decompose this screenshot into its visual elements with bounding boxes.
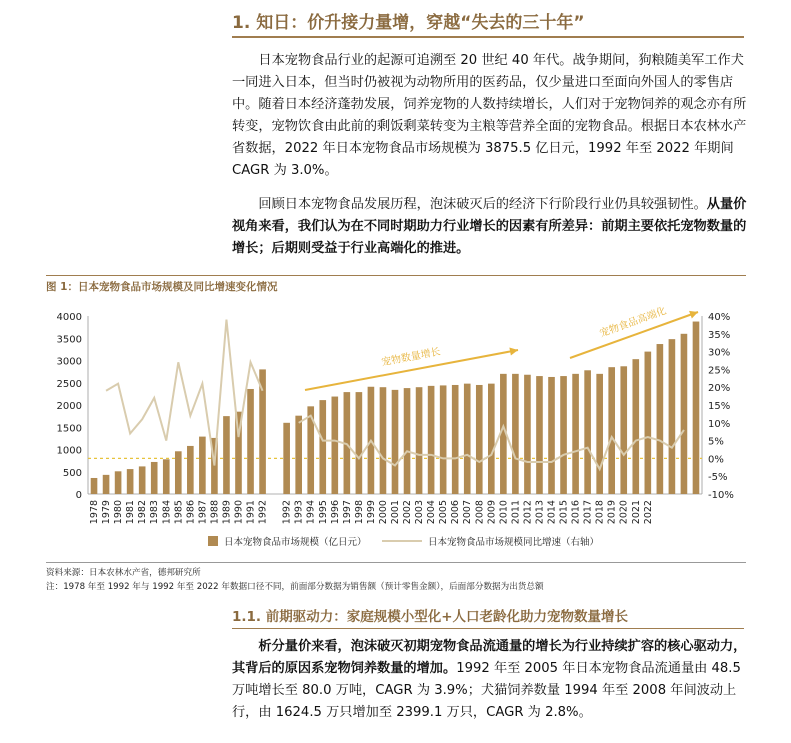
right-tick-label: -10%: [708, 490, 734, 501]
bar-market-size: [428, 386, 435, 494]
bar-market-size: [464, 384, 471, 494]
bar-market-size: [392, 390, 399, 494]
bar-market-size: [103, 475, 110, 494]
intro-paragraph: 日本宠物食品行业的起源可追溯至 20 世纪 40 年代。战争期间，狗粮随美军工作犬一同进入日本，但当时仍被视为动物所用的医药品，仅少量进口至面向外国人的零售店中。随着日本经济蓬勃发展，饲养宠物的人数持续增长，人们对于宠物饲养的观念亦有所转变，宠物饮食由此前的剩饭剩菜转变为主粮等营养全面的宠物食品。根据日本农林水产省数据，2022 年日本宠物食品市场规模为 3875.5 亿日元，1992 年至 2022 年期间 CAGR 为 3.0%。: [232, 53, 747, 178]
bar-market-size: [596, 374, 603, 494]
x-tick-label: 2008: [474, 500, 486, 525]
x-tick-label: 1981: [125, 500, 137, 525]
x-tick-label: 2012: [522, 500, 534, 525]
x-tick-label: 1990: [233, 500, 245, 525]
x-tick-label: 2016: [570, 500, 582, 525]
bar-market-size: [247, 389, 254, 494]
right-tick-label: 5%: [708, 436, 724, 448]
x-tick-label: 2018: [594, 500, 606, 525]
top-rule: [232, 36, 744, 38]
x-tick-label: 2006: [450, 500, 462, 525]
bar-market-size: [584, 370, 591, 494]
x-tick-label: 1994: [305, 500, 317, 525]
x-tick-label: 1995: [317, 500, 329, 525]
x-tick-label: 2010: [498, 500, 510, 525]
x-tick-label: 1987: [197, 500, 209, 525]
x-tick-label: 1988: [209, 500, 221, 525]
x-tick-label: 2001: [390, 500, 401, 525]
x-tick-label: 2014: [546, 500, 558, 525]
figure-title: 图 1：日本宠物食品市场规模及同比增速变化情况: [46, 281, 278, 293]
x-tick-label: 2009: [486, 500, 498, 525]
x-tick-label: 2002: [402, 500, 414, 525]
bar-market-size: [416, 387, 423, 494]
bar-market-size: [620, 366, 627, 494]
right-tick-label: 30%: [708, 347, 731, 359]
left-tick-label: 0: [75, 490, 82, 501]
x-tick-label: 1978: [89, 500, 101, 525]
source-note: 资料来源：日本农林水产省，德邦研究所: [46, 568, 201, 578]
right-tick-label: 0%: [708, 454, 724, 466]
x-tick-label: 2000: [377, 500, 389, 525]
bar-market-size: [223, 416, 230, 494]
x-tick-label: 2007: [462, 500, 474, 525]
legend-line: [382, 534, 599, 548]
right-tick-label: 20%: [708, 383, 731, 395]
left-tick-label: 1500: [56, 423, 82, 435]
bar-market-size: [657, 344, 664, 494]
x-tick-label: 2003: [414, 500, 426, 525]
x-tick-label: 1993: [293, 500, 305, 525]
bar-market-size: [91, 478, 98, 494]
x-tick-label: 2021: [630, 500, 642, 525]
bar-market-size: [319, 400, 326, 494]
bar-market-size: [560, 376, 567, 494]
bar-market-size: [512, 374, 519, 494]
resilience-paragraph: [232, 194, 750, 260]
bar-market-size: [572, 374, 579, 494]
x-tick-label: 1992: [281, 500, 293, 525]
left-tick-label: 3000: [56, 356, 82, 368]
viewpoint-text: 从量价视角来看，我们认为在不同时期助力行业增长的因素有所差异：前期主要依托宠物数量的增长；后期则受益于行业高端化的推进。: [232, 197, 747, 256]
bar-market-size: [259, 369, 266, 494]
x-tick-label: 2020: [618, 500, 630, 525]
bar-market-size: [139, 466, 146, 494]
right-tick-label: 40%: [708, 312, 731, 323]
x-tick-label: 2005: [438, 500, 450, 525]
figure-top-rule: [46, 275, 746, 276]
bar-market-size: [476, 385, 483, 494]
bar-market-size: [163, 459, 170, 494]
x-tick-label: 1982: [137, 500, 149, 525]
right-tick-label: -5%: [708, 472, 728, 484]
figure-bottom-rule: [46, 562, 746, 563]
premiumization-label: 宠物食品高端化: [598, 305, 668, 340]
x-tick-label: 1997: [341, 500, 353, 525]
bar-market-size: [404, 388, 411, 494]
left-tick-label: 2500: [56, 378, 82, 390]
bar-market-size: [199, 437, 206, 494]
bar-market-size: [295, 416, 302, 494]
section-heading: 1. 知日：价升接力量增，穿越“失去的三十年”: [232, 13, 585, 33]
x-tick-label: 2004: [426, 500, 438, 525]
x-tick-label: 2015: [558, 500, 570, 525]
subsection-heading: 1.1. 前期驱动力：家庭规模小型化+人口老龄化助力宠物数量增长: [232, 609, 629, 625]
x-tick-label: 1986: [185, 500, 197, 525]
bar-market-size: [645, 352, 652, 494]
x-tick-label: 2017: [582, 500, 594, 525]
x-tick-label: 2022: [642, 500, 654, 525]
subsection-rule: [232, 628, 744, 629]
legend-line-label: 日本宠物食品市场规模同比增速（右轴）: [428, 537, 600, 548]
driver-plain-text: 1992 年至 2005 年日本宠物食品流通量由 48.5 万吨增长至 80.0 万吨，CAGR 为 3.9%；犬猫饲养数量 1994 年至 2008 年间波动上行，由 1624.5 万只增加至 2399.1 万只，CAGR 为 2.8%。: [232, 661, 741, 720]
caliber-note: 注：1978 年至 1992 年与 1992 年至 2022 年数据口径不同，前面部分数据为销售额（预计零售金额），后面部分数据为出货总额: [46, 582, 544, 592]
left-tick-label: 3500: [56, 334, 82, 346]
bar-market-size: [151, 462, 158, 494]
legend-bar: [208, 534, 367, 548]
market-size-chart: [40, 296, 760, 534]
x-tick-label: 2011: [510, 500, 522, 525]
bar-market-size: [331, 397, 338, 494]
x-tick-label: 2019: [606, 500, 618, 525]
left-tick-label: 4000: [56, 312, 82, 323]
bar-market-size: [127, 469, 134, 494]
resilience-text: 回顾日本宠物食品发展历程，泡沫破灭后的经济下行阶段行业仍具较强韧性。: [258, 197, 707, 212]
x-tick-label: 1996: [329, 500, 341, 525]
right-tick-label: 15%: [708, 401, 731, 412]
x-tick-label: 1980: [113, 500, 125, 525]
left-tick-label: 2000: [56, 401, 82, 412]
x-tick-label: 2013: [534, 500, 546, 525]
bar-market-size: [175, 451, 182, 494]
x-tick-label: 1998: [353, 500, 365, 525]
left-tick-label: 1000: [56, 445, 82, 457]
x-tick-label: 1985: [173, 500, 185, 525]
driver-paragraph: [232, 636, 750, 724]
bar-market-size: [669, 339, 676, 494]
bar-market-size: [452, 385, 459, 494]
legend-bar-label: 日本宠物食品市场规模（亿日元）: [224, 537, 367, 548]
legend-line-swatch: [382, 540, 422, 542]
x-tick-label: 1984: [161, 500, 173, 525]
x-tick-label: 1979: [101, 500, 113, 525]
right-tick-label: 25%: [708, 365, 731, 377]
driver-bold-text: 析分量价来看，泡沫破灭初期宠物食品流通量的增长为行业持续扩容的核心驱动力，其背后的原因系宠物饲养数量的增加。: [232, 639, 747, 676]
left-tick-label: 500: [62, 467, 82, 479]
bar-market-size: [548, 377, 555, 494]
right-tick-label: 35%: [708, 329, 731, 341]
x-tick-label: 1991: [245, 500, 257, 525]
right-tick-label: 10%: [708, 418, 731, 430]
x-tick-label: 1983: [149, 500, 161, 525]
legend-bar-swatch: [208, 536, 218, 546]
bar-market-size: [115, 471, 122, 494]
bar-market-size: [524, 375, 531, 494]
bar-market-size: [356, 392, 363, 494]
x-tick-label: 1989: [221, 500, 233, 525]
bar-market-size: [693, 322, 700, 494]
bar-market-size: [681, 334, 688, 494]
x-tick-label: 1992: [257, 500, 269, 525]
bar-market-size: [608, 367, 615, 494]
bar-market-size: [488, 384, 495, 494]
bar-market-size: [536, 376, 543, 494]
bar-market-size: [283, 423, 290, 494]
bar-market-size: [440, 385, 447, 494]
pet-number-growth-arrowhead: [509, 347, 518, 355]
x-tick-label: 1999: [365, 500, 377, 525]
pet-number-growth-label: 宠物数量增长: [380, 346, 442, 369]
bar-market-size: [380, 387, 387, 494]
bar-market-size: [187, 446, 194, 494]
bar-market-size: [632, 359, 639, 494]
